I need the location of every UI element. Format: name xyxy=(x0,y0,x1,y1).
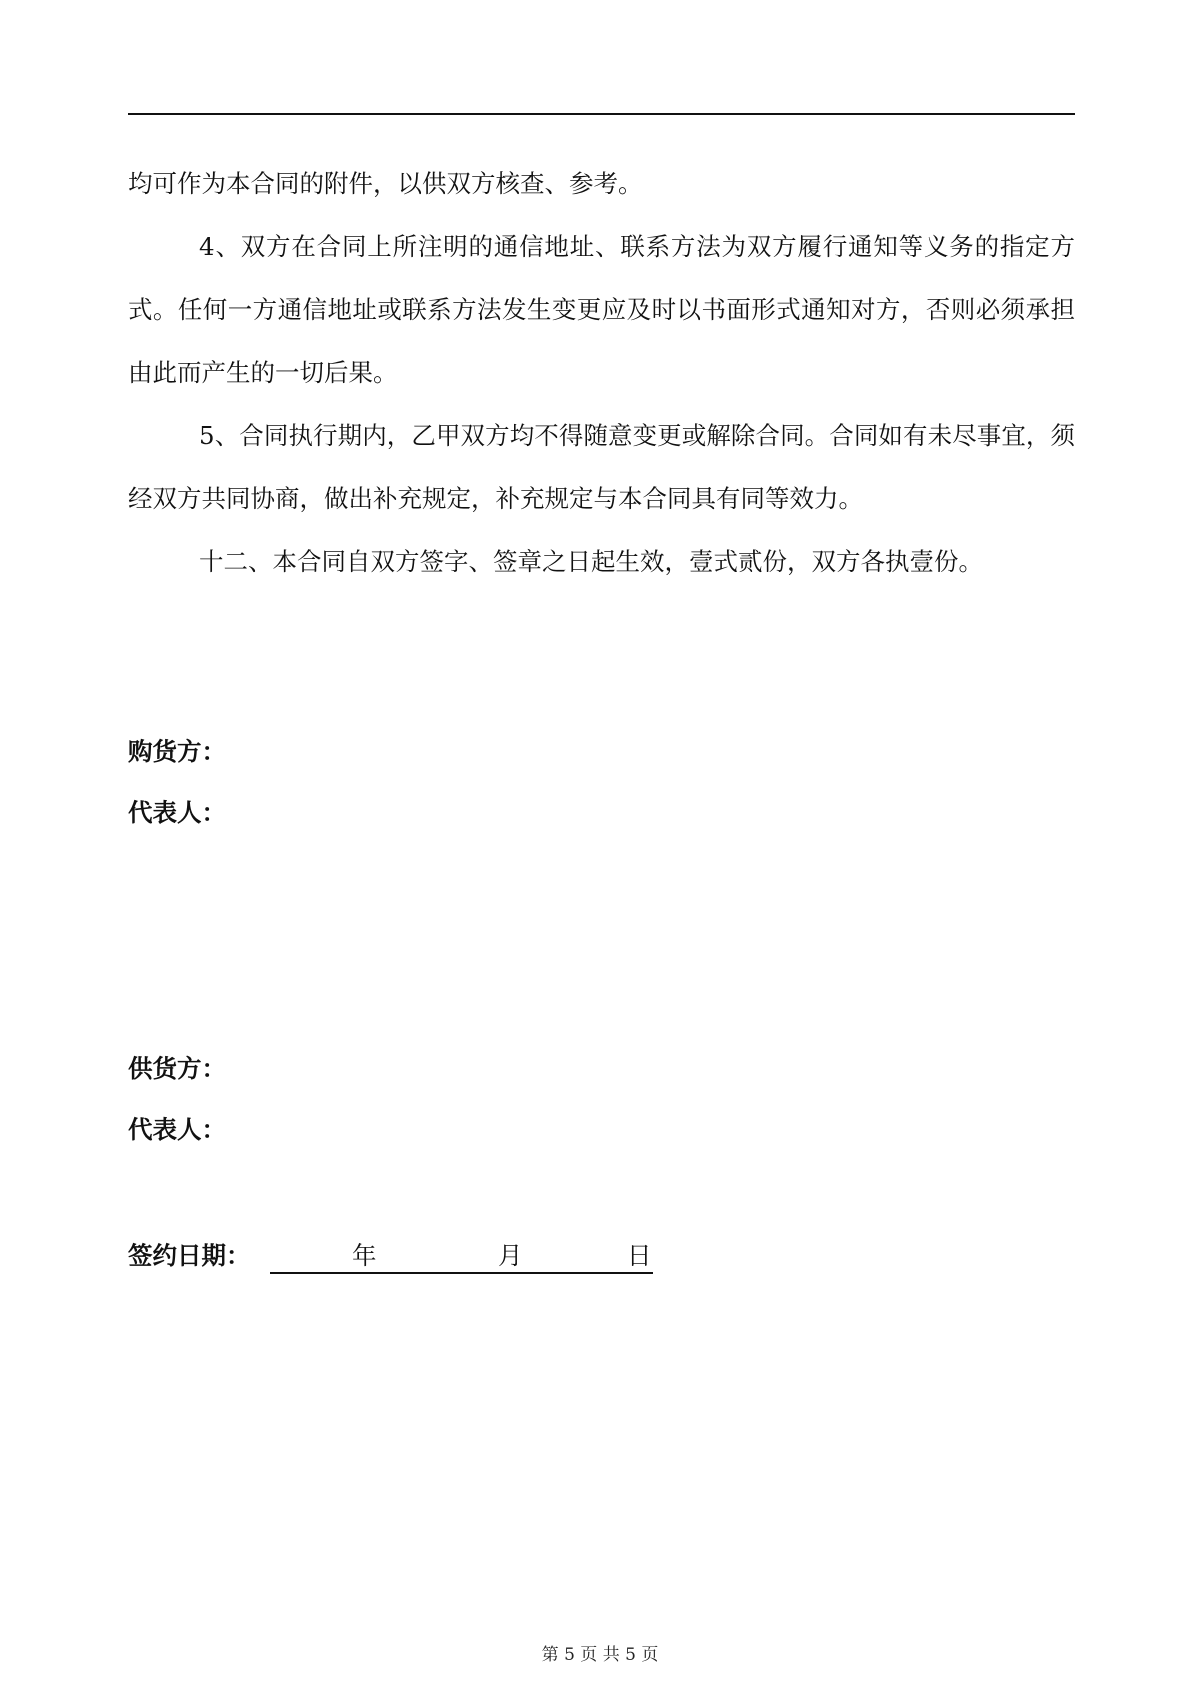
paragraph-continuation: 均可作为本合同的附件，以供双方核查、参考。 xyxy=(128,169,643,198)
supplier-representative-label: 代表人： xyxy=(128,1115,226,1144)
paragraph-article-12: 十二、本合同自双方签字、签章之日起生效，壹式贰份，双方各执壹份。 xyxy=(199,547,984,576)
paragraph-clause-5: 5、合同执行期内，乙甲双方均不得随意变更或解除合同。合同如有未尽事宜，须经双方共同协商，做出补充规定，补充规定与本合同具有同等效力。 xyxy=(128,421,1075,513)
sign-date-label: 签约日期： xyxy=(128,1241,251,1270)
buyer-representative-label: 代表人： xyxy=(128,798,226,827)
contract-body xyxy=(128,152,1075,593)
paragraph-clause-4: 4、双方在合同上所注明的通信地址、联系方法为双方履行通知等义务的指定方式。任何一方通信地址或联系方法发生变更应及时以书面形式通知对方，否则必须承担由此而产生的一切后果。 xyxy=(128,232,1075,387)
supplier-label: 供货方： xyxy=(128,1054,226,1083)
page-number: 第 5 页 共 5 页 xyxy=(541,1645,659,1665)
date-year-label: 年 xyxy=(352,1241,377,1270)
sign-date-blank xyxy=(270,1240,653,1274)
date-month-label: 月 xyxy=(498,1241,523,1270)
buyer-label: 购货方： xyxy=(128,737,226,766)
header-rule xyxy=(128,113,1075,115)
sign-date-line xyxy=(128,1240,652,1274)
date-day-label: 日 xyxy=(627,1241,652,1270)
